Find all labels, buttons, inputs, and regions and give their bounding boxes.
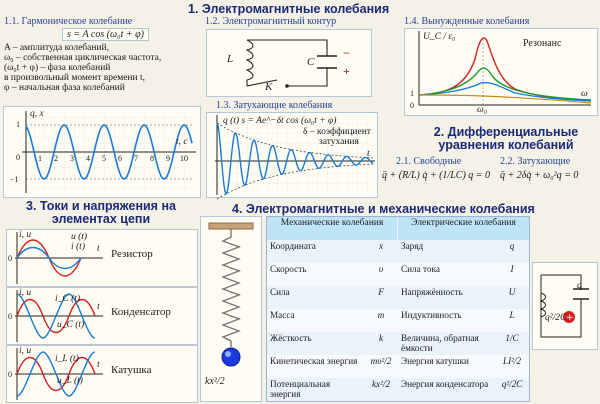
table-cell: Масса bbox=[267, 309, 363, 332]
s12-K: K bbox=[265, 81, 273, 93]
table-cell: 1/C bbox=[494, 332, 529, 355]
s13-note1: δ – коэффициент bbox=[303, 127, 371, 137]
s3-r-l2: i (t) bbox=[71, 242, 85, 252]
table-cell: L bbox=[494, 309, 529, 332]
s13-formula: q (t) s = Ae^−δt cos (ω₀t + φ) bbox=[223, 116, 337, 126]
s11-line-3: в произвольный момент времени t, bbox=[4, 73, 145, 83]
s14-y0: 0 bbox=[410, 101, 414, 110]
table-cell: LI²/2 bbox=[494, 355, 529, 378]
table-cell: Сила bbox=[267, 286, 363, 309]
s11-graph-frame bbox=[3, 106, 201, 198]
capacitor-circuit bbox=[533, 263, 597, 349]
section-3-title: 3. Токи и напряжения на элементах цепи bbox=[26, 199, 176, 226]
table-cell: Скорость bbox=[267, 263, 363, 286]
table-cell: υ bbox=[363, 263, 398, 286]
table-cell: Величина, обратная ёмкости bbox=[398, 332, 494, 355]
s3-r-ylab: i, u bbox=[19, 230, 32, 240]
capacitor-frame bbox=[532, 262, 598, 350]
s11-line-4: φ – начальная фаза колебаний bbox=[4, 83, 125, 93]
cap-energy: q²/2C bbox=[545, 313, 567, 323]
s11-title: 1.1. Гармоническое колебание bbox=[4, 16, 133, 27]
s3-c-l2: u_C (t) bbox=[57, 320, 85, 330]
table-cell: m bbox=[363, 309, 398, 332]
s11-formula: s = A cos (ω₀t + φ) bbox=[62, 28, 149, 41]
table-cell: Кинетическая энергия bbox=[267, 355, 363, 378]
s3-l-l1: i_L (t) bbox=[55, 354, 79, 364]
s3-l-label: Катушка bbox=[111, 364, 152, 376]
table-cell: q bbox=[494, 240, 529, 263]
table-cell: x bbox=[363, 240, 398, 263]
s11-xtick: 3 bbox=[70, 154, 74, 163]
s11-ytick-0: 0 bbox=[16, 153, 20, 162]
spring-mass bbox=[222, 348, 240, 366]
s11-xtick: 8 bbox=[150, 154, 154, 163]
s14-omega0: ω₀ bbox=[477, 105, 488, 115]
s11-ylabel: q, x bbox=[30, 109, 44, 119]
harmonic-graph bbox=[4, 107, 200, 197]
s3-resistor-frame bbox=[6, 229, 198, 287]
spring-energy: kx²/2 bbox=[205, 376, 225, 387]
s3-c-ylab: i, u bbox=[19, 288, 32, 298]
table-cell: I bbox=[494, 263, 529, 286]
s11-xtick: 9 bbox=[166, 154, 170, 163]
table-cell: Индуктивность bbox=[398, 309, 494, 332]
s14-ylabel: U_C / ε₀ bbox=[423, 32, 456, 42]
table-cell: k bbox=[363, 332, 398, 355]
s11-line-0: A – амплитуда колебаний, bbox=[4, 43, 109, 53]
s11-xlabel: t, c bbox=[176, 137, 188, 147]
s3-capacitor-frame bbox=[6, 287, 198, 345]
s22-title: 2.2. Затухающие bbox=[500, 156, 571, 167]
s11-ytick-1: 1 bbox=[16, 120, 20, 129]
cap-q: q bbox=[577, 281, 582, 291]
s11-ytick-m1: −1 bbox=[10, 175, 19, 184]
s14-resonance: Резонанс bbox=[523, 38, 562, 49]
s22-formula: q̈ + 2δq̇ + ω₀²q = 0 bbox=[500, 170, 579, 181]
s13-graph-frame bbox=[206, 112, 378, 198]
svg-text:+: + bbox=[566, 313, 574, 323]
s3-r-l1: u (t) bbox=[71, 232, 88, 242]
spring-frame bbox=[200, 216, 262, 402]
table-cell: kx²/2 bbox=[363, 378, 398, 401]
s12-minus: − bbox=[343, 46, 350, 60]
s11-xtick: 2 bbox=[54, 154, 58, 163]
s3-l-l2: u_L (t) bbox=[57, 376, 83, 386]
s3-c-zero: 0 bbox=[8, 312, 12, 321]
s14-xlabel: ω bbox=[581, 89, 588, 99]
table-cell: Сила тока bbox=[398, 263, 494, 286]
s21-title: 2.1. Свободные bbox=[396, 156, 462, 167]
spring-coil bbox=[223, 229, 239, 347]
s12-circuit-frame bbox=[206, 29, 372, 97]
s3-inductor-frame bbox=[6, 345, 198, 403]
s12-plus: + bbox=[343, 64, 350, 78]
s3-l-ylab: i, u bbox=[19, 346, 32, 356]
table-header-elec: Электрические колебания bbox=[398, 217, 529, 241]
s3-r-t: t bbox=[97, 244, 100, 254]
table-cell: q²/2C bbox=[494, 378, 529, 401]
s3-r-label: Резистор bbox=[111, 248, 153, 260]
s3-c-l1: i_C (t) bbox=[55, 294, 81, 304]
table-cell: Жёсткость bbox=[267, 332, 363, 355]
analogy-table bbox=[266, 216, 530, 402]
s3-r-zero: 0 bbox=[8, 254, 12, 263]
s13-title: 1.3. Затухающие колебания bbox=[216, 100, 333, 111]
s14-graph-frame bbox=[404, 28, 598, 116]
s21-formula: q̈ + (R/L) q̇ + (1/LC) q = 0 bbox=[382, 170, 491, 181]
s13-note2: затухания bbox=[319, 137, 359, 147]
table-cell: Заряд bbox=[398, 240, 494, 263]
table-cell: Напряжённость bbox=[398, 286, 494, 309]
section-4-title: 4. Электромагнитные и механические колебания bbox=[232, 202, 535, 216]
table-cell: Координата bbox=[267, 240, 363, 263]
table-cell: U bbox=[494, 286, 529, 309]
inductor-graph bbox=[7, 346, 197, 402]
table-cell: F bbox=[363, 286, 398, 309]
s11-xtick: 10 bbox=[180, 154, 188, 163]
table-cell: mυ²/2 bbox=[363, 355, 398, 378]
s3-c-label: Конденсатор bbox=[111, 306, 171, 318]
s14-y1: 1 bbox=[410, 89, 414, 98]
table-header-mech: Механические колебания bbox=[267, 217, 397, 241]
section-1-title: 1. Электромагнитные колебания bbox=[188, 2, 390, 16]
s11-xtick: 4 bbox=[86, 154, 90, 163]
s11-xtick: 7 bbox=[134, 154, 138, 163]
table-cell: Потенциальная энергия bbox=[267, 378, 363, 401]
s3-l-zero: 0 bbox=[8, 370, 12, 379]
s13-xlabel: t bbox=[367, 149, 370, 159]
s11-xtick: 5 bbox=[102, 154, 106, 163]
s12-L: L bbox=[227, 53, 234, 65]
resistor-graph bbox=[7, 230, 197, 286]
s11-line-1: ω₀ – собственная циклическая частота, bbox=[4, 53, 162, 63]
spring-illustration bbox=[201, 217, 261, 401]
section-2-title: 2. Дифференциальные уравнения колебаний bbox=[433, 125, 579, 152]
s12-title: 1.2. Электромагнитный контур bbox=[205, 16, 337, 27]
s14-title: 1.4. Вынужденные колебания bbox=[404, 16, 530, 27]
table-cell: Энергия конденсатора bbox=[398, 378, 494, 401]
s3-l-t: t bbox=[97, 360, 100, 370]
s3-c-t: t bbox=[97, 302, 100, 312]
s11-xtick: 6 bbox=[118, 154, 122, 163]
table-cell: Энергия катушки bbox=[398, 355, 494, 378]
s11-line-2: (ω₀t + φ) – фаза колебаний bbox=[4, 63, 111, 73]
s12-C: C bbox=[307, 56, 315, 68]
s11-xtick: 1 bbox=[38, 154, 42, 163]
